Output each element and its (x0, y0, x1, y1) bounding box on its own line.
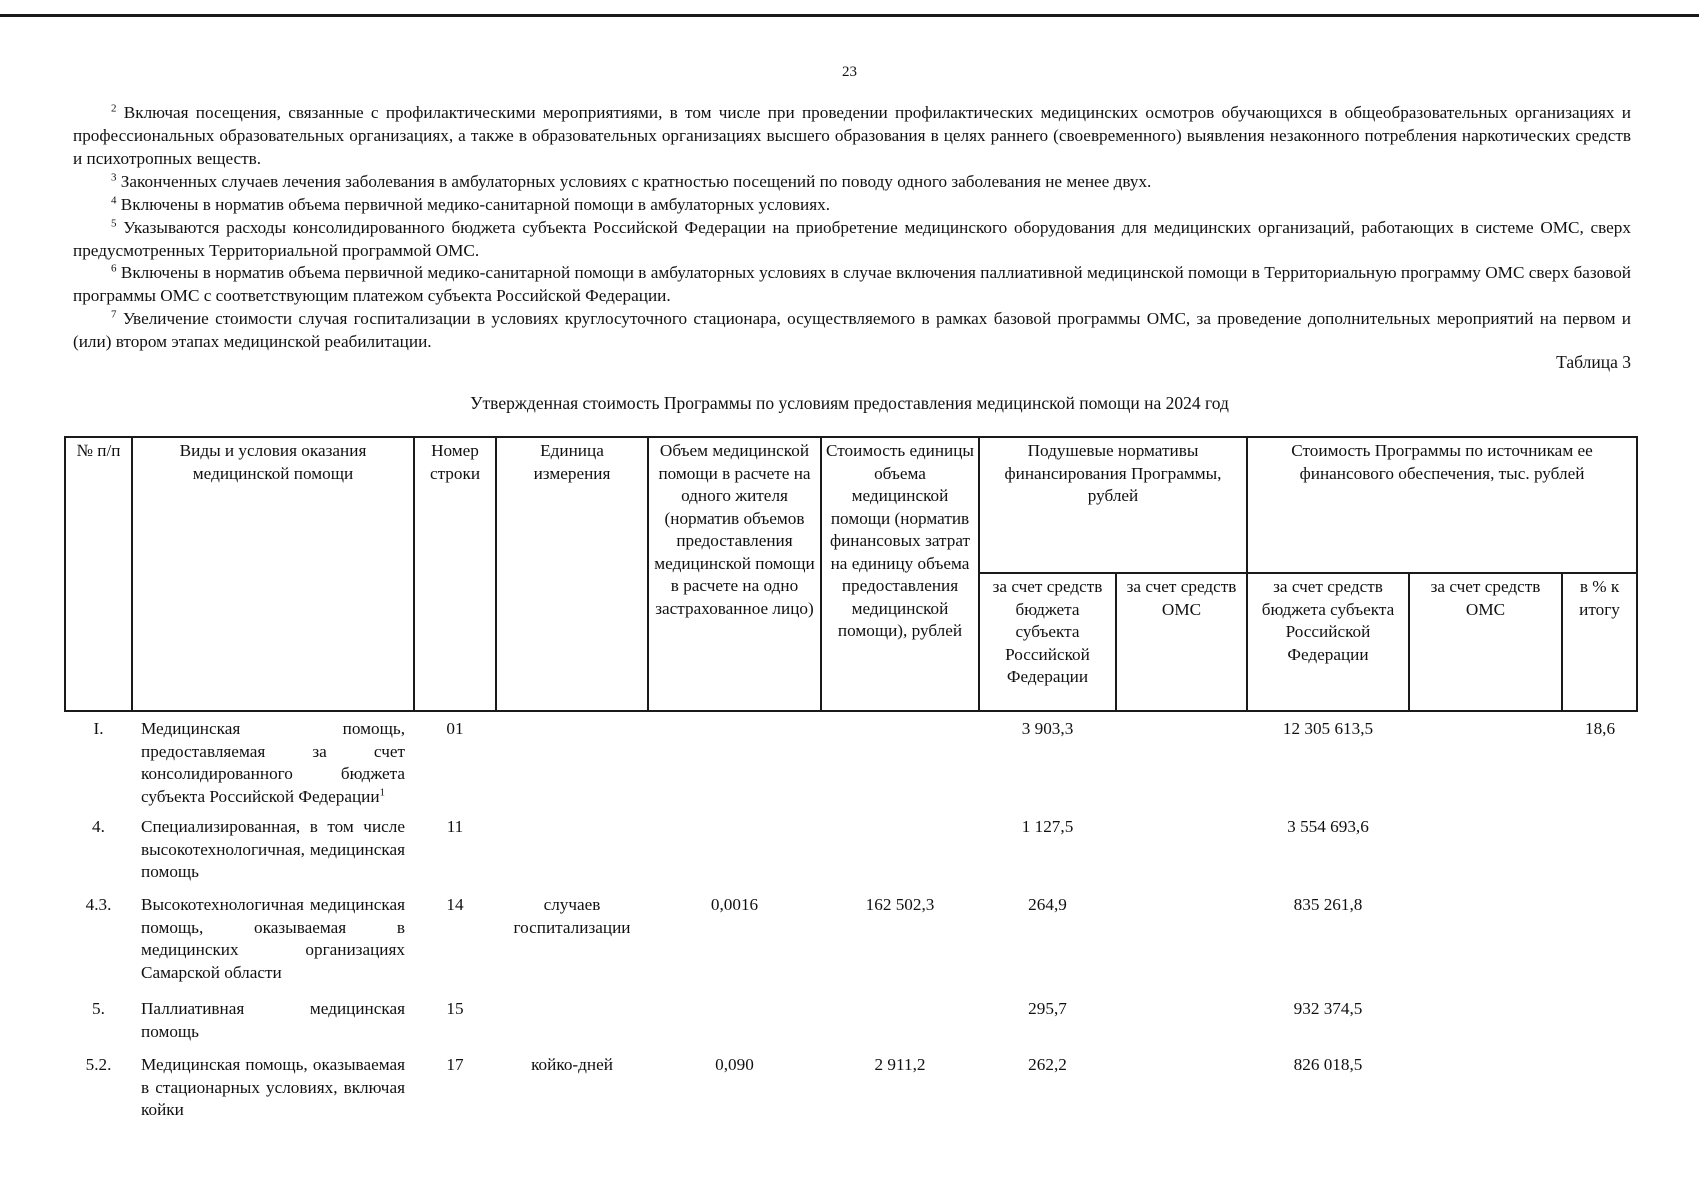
row-cost: 2 911,2 (874, 1055, 926, 1074)
row-unit (496, 998, 648, 1054)
header-total-oms: за счет средств ОМС (1409, 573, 1562, 711)
row-cost (821, 816, 979, 894)
row-total-budget: 932 374,5 (1293, 999, 1363, 1018)
row-unit (496, 816, 648, 894)
row-code: 11 (446, 817, 464, 836)
row-total-oms (1409, 816, 1562, 894)
row-name: Высокотехнологичная медицинская помощь, оказываемая в медицинских организациях Самарской области (141, 895, 405, 982)
row-num: 4. (92, 817, 105, 836)
header-num: № п/п (65, 437, 132, 711)
row-code: 01 (446, 719, 464, 738)
row-volume: 0,0016 (710, 895, 759, 914)
row-name: Медицинская помощь, оказываемая в стационарных условиях, включая койки (141, 1055, 405, 1119)
header-total-budget: за счет средств бюджета субъекта Российской Федерации (1247, 573, 1409, 711)
footnote-4: $^4$ Включены в норматив объема первичной медико-санитарной помощи в амбулаторных условиях. (111, 194, 831, 214)
table-row (65, 711, 1637, 816)
row-total-oms (1409, 998, 1562, 1054)
row-pct (1562, 998, 1637, 1054)
row-num: 5.2. (85, 1055, 112, 1074)
table-row (65, 894, 1637, 998)
row-percap-oms (1116, 894, 1247, 998)
row-pct (1562, 816, 1637, 894)
row-name: Паллиативная медицинская помощь (141, 999, 405, 1041)
row-pct: 18,6 (1584, 719, 1616, 738)
header-volume: Объем медицинской помощи в расчете на одного жителя (норматив объемов предоставления медицинской помощи в расчете на одно застрахованное лицо) (648, 437, 821, 711)
table-row (65, 1054, 1637, 1134)
row-pct (1562, 894, 1637, 998)
row-percap-oms (1116, 816, 1247, 894)
header-percap-budget: за счет средств бюджета субъекта Российской Федерации (979, 573, 1116, 711)
header-cost: Стоимость единицы объема медицинской помощи (норматив финансовых затрат на единицу объема предоставления медицинской помощи), рублей (821, 437, 979, 711)
row-code: 17 (446, 1055, 464, 1074)
table-label: Таблица 3 (1556, 352, 1631, 372)
footnote-5: $^5$ Указываются расходы консолидированного бюджета субъекта Российской Федерации на приобретение медицинского оборудования для медицинских организаций, работающих в системе ОМС, сверх предусмотренных Территориальной программой ОМС. (73, 217, 1631, 260)
header-percap: Подушевые нормативы финансирования Программы, рублей (979, 437, 1247, 573)
cost-table (64, 436, 1638, 1134)
footnote-7: $^7$ Увеличение стоимости случая госпитализации в условиях круглосуточного стационара, осуществляемого в рамках базовой программы ОМС, за проведение дополнительных мероприятий на первом и (или) втором этапах медицинской реабилитации. (73, 308, 1631, 351)
row-name: Медицинская помощь, предоставляемая за счет консолидированного бюджета субъекта Российской Федерации$^1$ (141, 719, 405, 806)
header-total-pct: в % к итогу (1562, 573, 1637, 711)
row-volume (648, 998, 821, 1054)
row-unit (496, 711, 648, 816)
row-volume (648, 816, 821, 894)
row-num: I. (93, 719, 104, 738)
row-volume (648, 711, 821, 816)
row-percap-budget: 262,2 (1028, 1055, 1067, 1074)
page-number: 23 (842, 64, 857, 80)
row-name: Специализированная, в том числе высокотехнологичная, медицинская помощь (141, 817, 405, 881)
row-total-budget: 3 554 693,6 (1287, 817, 1369, 836)
row-total-oms (1409, 1054, 1562, 1134)
row-unit: случаев госпитализации (513, 895, 631, 937)
row-total-budget: 826 018,5 (1293, 1055, 1363, 1074)
header-percap-oms: за счет средств ОМС (1116, 573, 1247, 711)
header-unit: Единица измерения (496, 437, 648, 711)
row-percap-oms (1116, 711, 1247, 816)
row-code: 14 (446, 895, 464, 914)
row-percap-budget: 3 903,3 (1021, 719, 1074, 738)
row-percap-budget: 264,9 (1028, 895, 1067, 914)
footnote-3: $^3$ Законченных случаев лечения заболевания в амбулаторных условиях с кратностью посещений по поводу одного заболевания не менее двух. (111, 171, 1152, 191)
footnote-2: $^2$ Включая посещения, связанные с профилактическими мероприятиями, в том числе при проведении профилактических медицинских осмотров обучающихся в общеобразовательных организациях и профессиональных образовательных организациях, а также в образовательных организациях высшего образования в целях раннего (своевременного) выявления незаконного потребления наркотических средств и психотропных веществ. (73, 102, 1631, 168)
row-cost: 162 502,3 (865, 895, 935, 914)
table-title: Утвержденная стоимость Программы по условиям предоставления медицинской помощи на 2024 год (470, 393, 1229, 413)
row-percap-budget: 295,7 (1028, 999, 1067, 1018)
header-total: Стоимость Программы по источникам ее финансового обеспечения, тыс. рублей (1247, 437, 1637, 573)
row-total-budget: 835 261,8 (1293, 895, 1363, 914)
row-num: 4.3. (85, 895, 112, 914)
top-border-line (0, 14, 1699, 17)
row-num: 5. (92, 999, 105, 1018)
row-total-budget: 12 305 613,5 (1282, 719, 1374, 738)
row-volume: 0,090 (715, 1055, 754, 1074)
row-unit: койко-дней (531, 1055, 613, 1074)
row-percap-oms (1116, 998, 1247, 1054)
table-row (65, 816, 1637, 894)
header-kind: Виды и условия оказания медицинской помощи (132, 437, 414, 711)
row-percap-oms (1116, 1054, 1247, 1134)
row-code: 15 (446, 999, 464, 1018)
row-cost (821, 998, 979, 1054)
row-total-oms (1409, 711, 1562, 816)
table-row (65, 998, 1637, 1054)
row-total-oms (1409, 894, 1562, 998)
footnote-6: $^6$ Включены в норматив объема первичной медико-санитарной помощи в амбулаторных условиях в случае включения паллиативной медицинской помощи в Территориальную программу ОМС сверх базовой программы ОМС с соответствующим платежом субъекта Российской Федерации. (73, 262, 1632, 305)
row-percap-budget: 1 127,5 (1021, 817, 1074, 836)
header-row: Номер строки (414, 437, 496, 711)
row-pct (1562, 1054, 1637, 1134)
row-cost (821, 711, 979, 816)
